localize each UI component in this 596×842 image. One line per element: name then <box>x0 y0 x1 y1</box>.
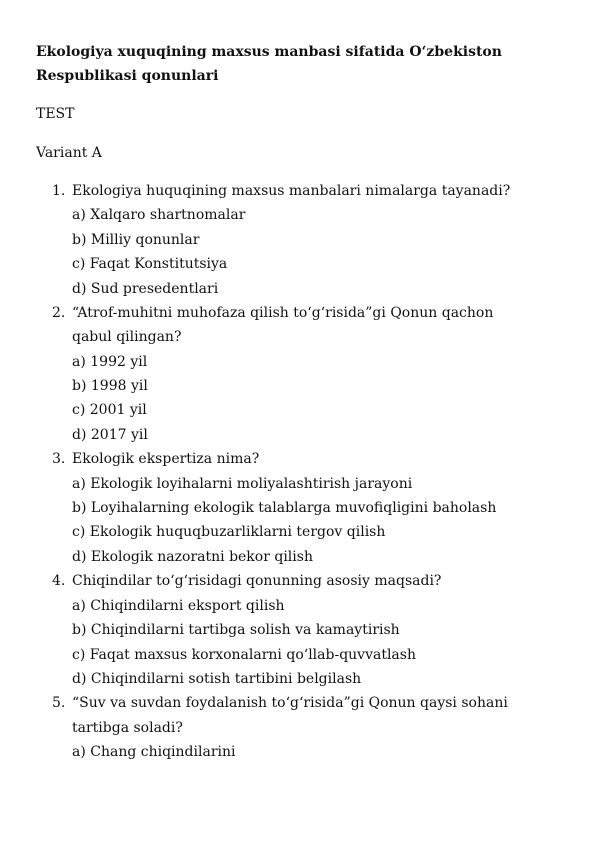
question-5-option-a: a) Chang chiqindilarini <box>72 744 236 760</box>
question-1-option-c: c) Faqat Konstitutsiya <box>72 256 228 272</box>
question-5-text-line-2: tartibga soladi? <box>72 720 183 736</box>
question-3-option-d: d) Ekologik nazoratni bekor qilish <box>72 549 313 565</box>
question-4-option-a: a) Chiqindilarni eksport qilish <box>72 598 285 614</box>
question-1-number: 1. <box>52 183 66 199</box>
question-4-option-d: d) Chiqindilarni sotish tartibini belgilash <box>72 671 362 687</box>
question-1-option-a: a) Xalqaro shartnomalar <box>72 207 246 223</box>
title-line-1: Ekologiya xuquqining maxsus manbasi sifatida O‘zbekiston <box>36 44 502 60</box>
question-4-text: Chiqindilar to‘g‘risidagi qonunning asosiy maqsadi? <box>72 573 442 589</box>
variant-label: Variant A <box>36 145 102 161</box>
question-2-option-a: a) 1992 yil <box>72 354 148 370</box>
question-2-text-line-2: qabul qilingan? <box>72 329 182 345</box>
question-5-text-line-1: “Suv va suvdan foydalanish to‘g‘risida”gi Qonun qaysi sohani <box>72 695 508 711</box>
test-label: TEST <box>36 106 75 122</box>
question-3-option-b: b) Loyihalarning ekologik talablarga muvofiqligini baholash <box>72 500 497 516</box>
question-4-option-c: c) Faqat maxsus korxonalarni qo‘llab-quvvatlash <box>72 647 416 663</box>
question-2-option-b: b) 1998 yil <box>72 378 148 394</box>
title-line-2: Respublikasi qonunlari <box>36 68 219 84</box>
question-1-option-d: d) Sud presedentlari <box>72 281 219 297</box>
question-3-text: Ekologik ekspertiza nima? <box>72 451 260 467</box>
question-3-option-c: c) Ekologik huquqbuzarliklarni tergov qilish <box>72 524 386 540</box>
question-1-text: Ekologiya huquqining maxsus manbalari nimalarga tayanadi? <box>72 183 511 199</box>
document-title <box>36 40 556 88</box>
question-5-number: 5. <box>52 695 66 711</box>
question-4-option-b: b) Chiqindilarni tartibga solish va kamaytirish <box>72 622 400 638</box>
question-1-option-b: b) Milliy qonunlar <box>72 232 200 248</box>
question-2-number: 2. <box>52 305 66 321</box>
question-2-option-d: d) 2017 yil <box>72 427 148 443</box>
question-4-number: 4. <box>52 573 66 589</box>
question-3-option-a: a) Ekologik loyihalarni moliyalashtirish jarayoni <box>72 476 413 492</box>
question-2-text-line-1: “Atrof-muhitni muhofaza qilish to‘g‘risida”gi Qonun qachon <box>72 305 494 321</box>
question-2-option-c: c) 2001 yil <box>72 402 147 418</box>
question-3-number: 3. <box>52 451 66 467</box>
